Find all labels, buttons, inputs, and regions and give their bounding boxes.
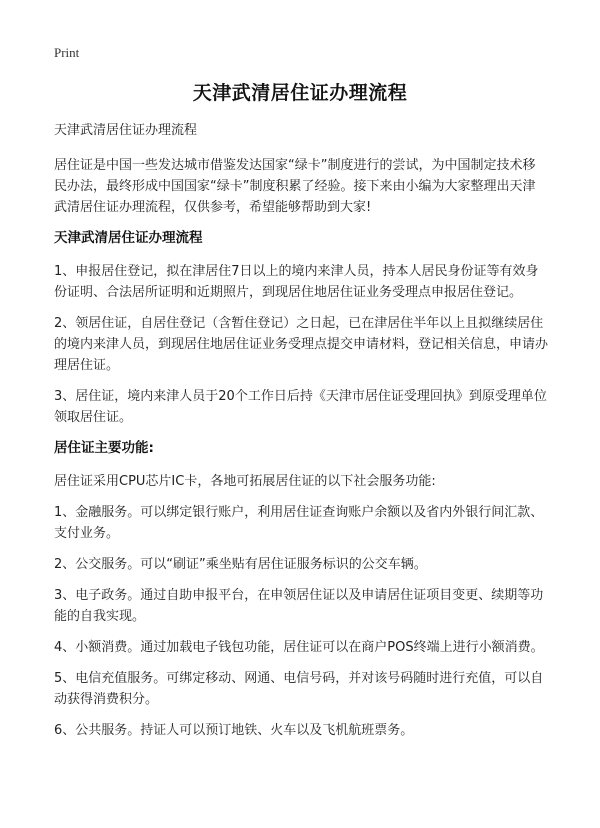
intro-paragraph: 居住证是中国一些发达城市借鉴发达国家“绿卡”制度进行的尝试，为中国制定技术移民办法，最终形成中国国家“绿卡”制度积累了经验。接下来由小编为大家整理出天津武清居住证办理流程，仅供参考，希望能够帮助到大家! [54, 158, 536, 215]
article-subtitle: 天津武清居住证办理流程 [54, 123, 198, 138]
function-item: 1、金融服务。可以绑定银行账户，利用居住证查询账户余额以及省内外银行间汇款、支付业务。 [54, 505, 544, 541]
function-item: 3、电子政务。通过自助申报平台，在申领居住证以及申请居住证项目变更、续期等功能的自我实现。 [54, 588, 544, 624]
process-step: 1、申报居住登记，拟在津居住7日以上的境内来津人员，持本人居民身份证等有效身份证明、合法居所证明和近期照片，到现居住地居住证业务受理点申报居住登记。 [54, 264, 539, 300]
functions-heading: 居住证主要功能: [54, 440, 154, 456]
process-step: 3、居住证，境内来津人员于20个工作日后持《天津市居住证受理回执》到原受理单位领取居住证。 [54, 389, 547, 425]
process-step: 2、领居住证，自居住登记（含暂住登记）之日起，已在津居住半年以上且拟继续居住的境内来津人员，到现居住地居住证业务受理点提交申请材料，登记相关信息，申请办理居住证。 [54, 316, 549, 373]
functions-intro: 居住证采用CPU芯片IC卡，各地可拓展居住证的以下社会服务功能: [54, 474, 436, 489]
page-title: 天津武清居住证办理流程 [192, 82, 408, 104]
article-body [54, 120, 548, 751]
print-link[interactable]: Print [54, 45, 80, 60]
function-item: 5、电信充值服务。可绑定移动、网通、电信号码，并对该号码随时进行充值，可以自动获得消费积分。 [54, 671, 544, 707]
process-heading: 天津武清居住证办理流程 [54, 230, 203, 246]
function-item: 4、小额消费。通过加载电子钱包功能，居住证可以在商户POS终端上进行小额消费。 [54, 640, 544, 655]
function-item: 2、公交服务。可以“刷证”乘坐贴有居住证服务标识的公交车辆。 [54, 557, 427, 572]
function-item: 6、公共服务。持证人可以预订地铁、火车以及飞机航班票务。 [54, 723, 414, 738]
